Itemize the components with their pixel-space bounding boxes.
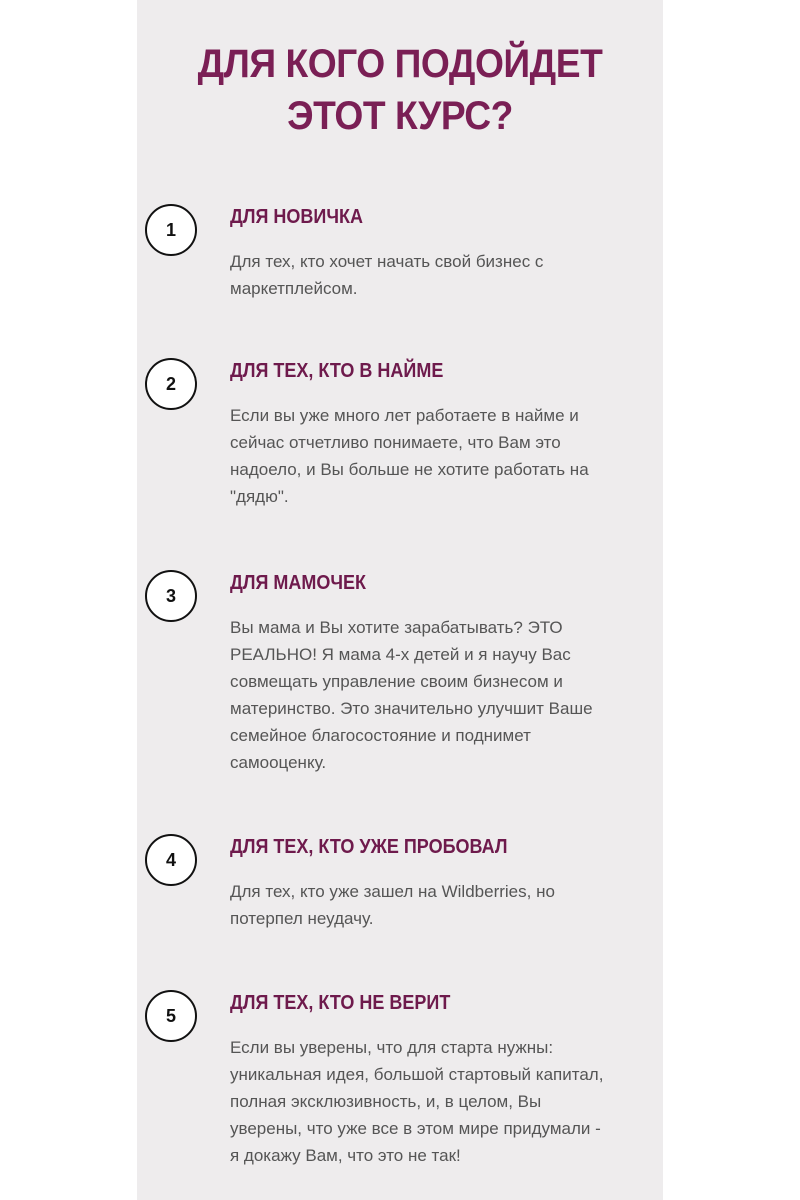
- page-title: [155, 38, 644, 142]
- item-description-4: [230, 878, 650, 932]
- item-title-5: ДЛЯ ТЕХ, КТО НЕ ВЕРИТ: [230, 992, 451, 1014]
- description-line: потерпел неудачу.: [230, 909, 374, 928]
- description-line: сейчас отчетливо понимаете, что Вам это: [230, 433, 561, 452]
- page-title-line-1: ДЛЯ КОГО ПОДОЙДЕТ: [197, 42, 603, 86]
- description-line: Для тех, кто уже зашел на Wildberries, но: [230, 882, 555, 901]
- description-line: самооценку.: [230, 753, 327, 772]
- item-title-4: ДЛЯ ТЕХ, КТО УЖЕ ПРОБОВАЛ: [230, 836, 508, 858]
- item-title-1: ДЛЯ НОВИЧКА: [230, 206, 363, 228]
- description-line: совмещать управление своим бизнесом и: [230, 672, 563, 691]
- description-line: РЕАЛЬНО! Я мама 4-х детей и я научу Вас: [230, 645, 571, 664]
- description-line: уверены, что уже все в этом мире придумали -: [230, 1119, 601, 1138]
- description-line: уникальная идея, большой стартовый капитал,: [230, 1065, 604, 1084]
- number-circle-1: 1: [145, 204, 197, 256]
- content-panel: [137, 0, 663, 1200]
- page-title-line-2: ЭТОТ КУРС?: [287, 94, 513, 138]
- number-circle-5: 5: [145, 990, 197, 1042]
- number-circle-4: 4: [145, 834, 197, 886]
- number-circle-3: 3: [145, 570, 197, 622]
- description-line: полная эксклюзивность, и, в целом, Вы: [230, 1092, 542, 1111]
- description-line: семейное благосостояние и поднимет: [230, 726, 531, 745]
- description-line: материнство. Это значительно улучшит Ваше: [230, 699, 593, 718]
- item-title-2: ДЛЯ ТЕХ, КТО В НАЙМЕ: [230, 360, 444, 382]
- description-line: я докажу Вам, что это не так!: [230, 1146, 461, 1165]
- description-line: маркетплейсом.: [230, 279, 358, 298]
- item-title-3: ДЛЯ МАМОЧЕК: [230, 572, 367, 594]
- description-line: Если вы уже много лет работаете в найме и: [230, 406, 579, 425]
- description-line: надоело, и Вы больше не хотите работать на: [230, 460, 589, 479]
- description-line: Вы мама и Вы хотите зарабатывать? ЭТО: [230, 618, 563, 637]
- item-description-5: [230, 1034, 650, 1169]
- item-description-2: [230, 402, 650, 510]
- description-line: "дядю".: [230, 487, 289, 506]
- description-line: Если вы уверены, что для старта нужны:: [230, 1038, 554, 1057]
- item-description-1: [230, 248, 650, 302]
- description-line: Для тех, кто хочет начать свой бизнес с: [230, 252, 544, 271]
- item-description-3: [230, 614, 650, 776]
- number-circle-2: 2: [145, 358, 197, 410]
